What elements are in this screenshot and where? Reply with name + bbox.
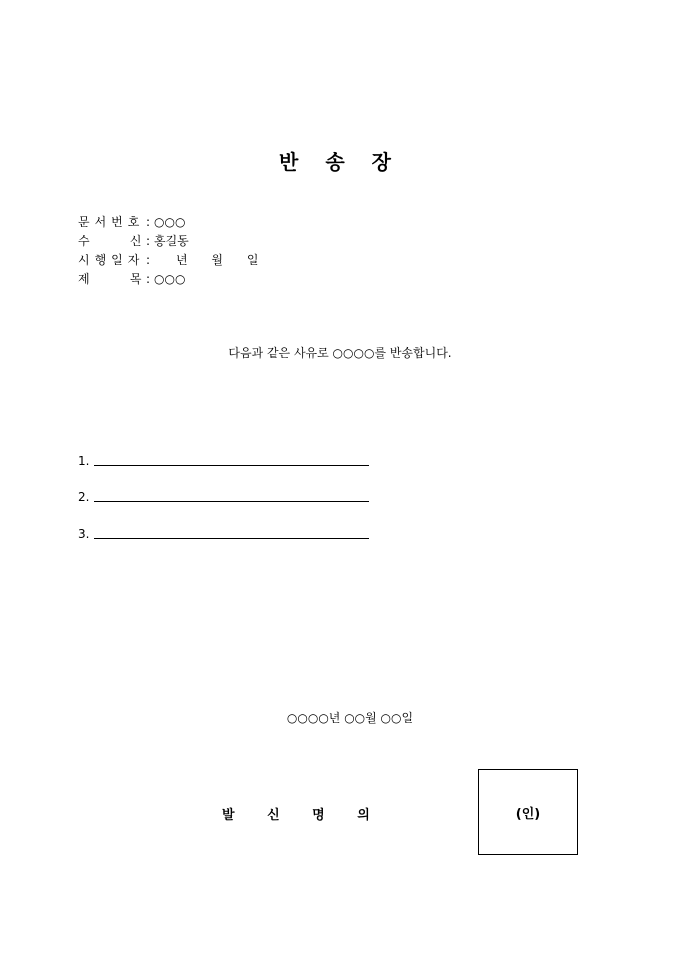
document-date: ○○○○년 ○○월 ○○일 [286, 711, 414, 725]
document-title: 반 송 장 [279, 150, 401, 174]
field-subject [78, 271, 185, 287]
field-value: ○○○ [154, 272, 186, 286]
blank-line [94, 465, 369, 466]
seal-box [478, 769, 578, 855]
reason-line-1 [78, 453, 89, 469]
field-label: 수 신 [78, 234, 147, 248]
field-colon: : [146, 272, 151, 286]
field-value [154, 252, 258, 268]
reason-line-2 [78, 489, 89, 505]
field-colon: : [146, 234, 151, 248]
field-recipient [78, 233, 189, 249]
field-colon: : [146, 215, 151, 229]
day-unit: 일 [246, 253, 259, 267]
sender-label: 발 신 명 의 [222, 808, 384, 823]
field-colon: : [146, 253, 151, 267]
year-unit: 년 [176, 253, 188, 267]
blank-line [94, 501, 369, 502]
field-label: 시행일자 [78, 253, 145, 267]
blank-line [94, 538, 369, 539]
lead-text: 다음과 같은 사유로 ○○○○를 반송합니다. [228, 346, 452, 360]
reason-number: 1. [78, 454, 90, 468]
reason-number: 3. [78, 527, 90, 541]
reason-number: 2. [78, 490, 90, 504]
field-value: ○○○ [154, 215, 186, 229]
month-unit: 월 [211, 253, 224, 267]
field-doc-number [78, 214, 185, 230]
reason-line-3 [78, 526, 89, 542]
field-value: 홍길동 [154, 234, 189, 248]
field-label: 제 목 [78, 272, 147, 286]
field-label: 문서번호 [78, 215, 145, 229]
field-issue-date [78, 252, 258, 268]
seal-text: (인) [515, 806, 541, 822]
